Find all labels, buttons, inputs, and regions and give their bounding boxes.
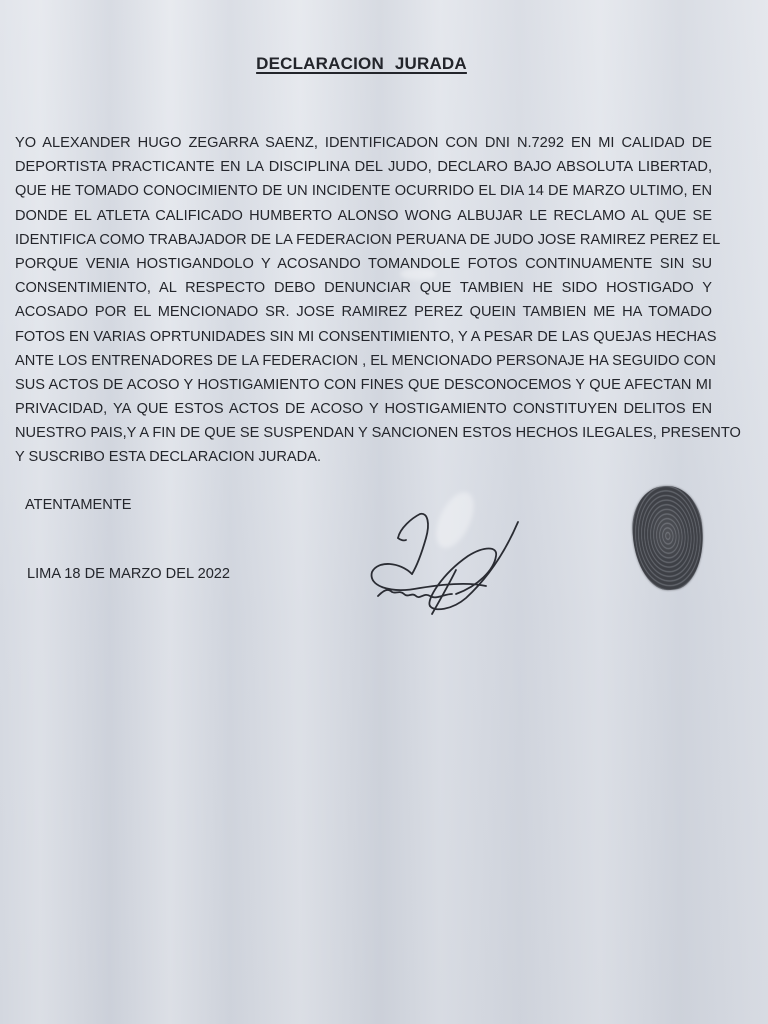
body-line: QUE HE TOMADO CONOCIMIENTO DE UN INCIDENTE OCURRIDO EL DIA 14 DE MARZO ULTIMO, EN <box>15 183 712 200</box>
declaration-body <box>15 131 741 470</box>
body-line: CONSENTIMIENTO, AL RESPECTO DEBO DENUNCIAR QUE TAMBIEN HE SIDO HOSTIGADO Y <box>15 280 712 297</box>
body-line: NUESTRO PAIS,Y A FIN DE QUE SE SUSPENDAN Y SANCIONEN ESTOS HECHOS ILEGALES, PRESENTO <box>15 425 741 442</box>
body-line: SUS ACTOS DE ACOSO Y HOSTIGAMIENTO CON FINES QUE DESCONOCEMOS Y QUE AFECTAN MI <box>15 376 712 393</box>
body-line: Y SUSCRIBO ESTA DECLARACION JURADA. <box>15 449 321 466</box>
signature-icon <box>360 490 540 625</box>
body-line: PORQUE VENIA HOSTIGANDOLO Y ACOSANDO TOMANDOLE FOTOS CONTINUAMENTE SIN SU <box>15 255 712 272</box>
body-line: FOTOS EN VARIAS OPRTUNIDADES SIN MI CONSENTIMIENTO, Y A PESAR DE LAS QUEJAS HECHAS <box>15 328 717 345</box>
body-line: DEPORTISTA PRACTICANTE EN LA DISCIPLINA DEL JUDO, DECLARO BAJO ABSOLUTA LIBERTAD, <box>15 159 712 176</box>
place-and-date: LIMA 18 DE MARZO DEL 2022 <box>27 566 231 582</box>
body-line: ANTE LOS ENTRENADORES DE LA FEDERACION , EL MENCIONADO PERSONAJE HA SEGUIDO CON <box>15 352 716 369</box>
body-line: IDENTIFICA COMO TRABAJADOR DE LA FEDERACION PERUANA DE JUDO JOSE RAMIREZ PEREZ EL <box>15 231 721 248</box>
document-title <box>0 54 723 74</box>
closing-salutation: ATENTAMENTE <box>25 497 132 513</box>
document-title-text: DECLARACION JURADA <box>256 54 467 73</box>
body-line: ACOSADO POR EL MENCIONADO SR. JOSE RAMIREZ PEREZ QUEIN TAMBIEN ME HA TOMADO <box>15 304 712 321</box>
body-line: DONDE EL ATLETA CALIFICADO HUMBERTO ALONSO WONG ALBUJAR LE RECLAMO AL QUE SE <box>15 207 712 224</box>
body-line: PRIVACIDAD, YA QUE ESTOS ACTOS DE ACOSO Y HOSTIGAMIENTO CONSTITUYEN DELITOS EN <box>15 401 712 418</box>
body-line: YO ALEXANDER HUGO ZEGARRA SAENZ, IDENTIFICADON CON DNI N.7292 EN MI CALIDAD DE <box>15 135 712 151</box>
fingerprint-icon <box>629 484 706 593</box>
